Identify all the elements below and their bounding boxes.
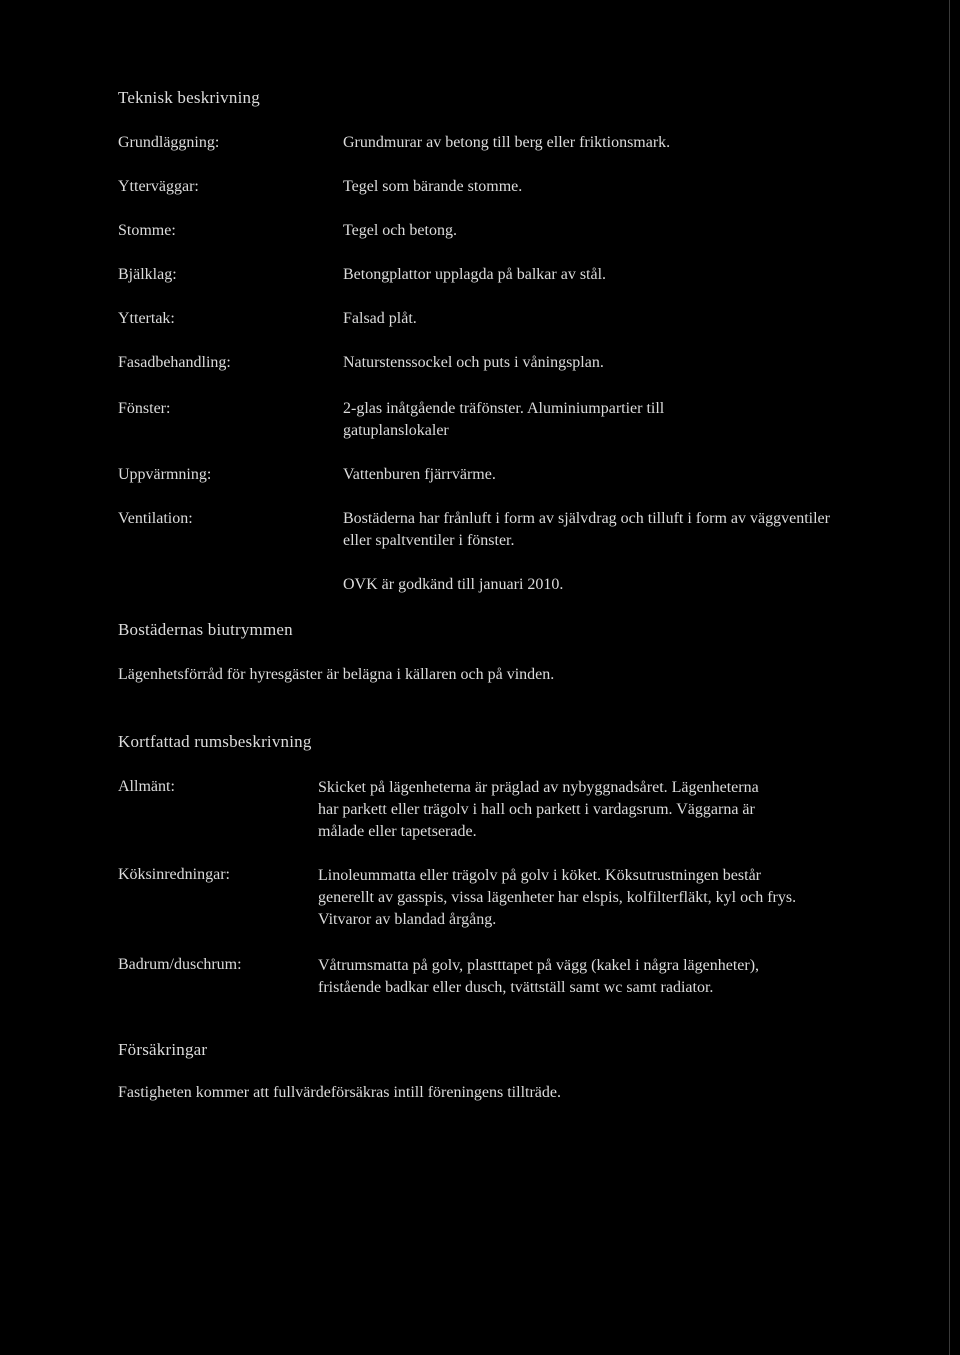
- value-floor-structure: Betongplattor upplagda på balkar av stål.: [343, 266, 607, 283]
- value-roof: Falsad plåt.: [343, 310, 417, 327]
- auxiliary-heading: Bostädernas biutrymmen: [118, 620, 293, 639]
- value-facade: Naturstenssockel och puts i våningsplan.: [343, 354, 604, 371]
- value-foundation: Grundmurar av betong till berg eller friktionsmark.: [343, 134, 671, 151]
- value-frame: Tegel och betong.: [343, 222, 457, 239]
- label-ventilation: Ventilation:: [118, 510, 193, 527]
- insurance-heading: Försäkringar: [118, 1040, 208, 1059]
- label-kitchen: Köksinredningar:: [118, 866, 230, 883]
- label-foundation: Grundläggning:: [118, 134, 220, 151]
- insurance-text: Fastigheten kommer att fullvärdeförsäkras intill föreningens tillträde.: [118, 1084, 561, 1101]
- label-floor-structure: Bjälklag:: [118, 266, 177, 283]
- label-frame: Stomme:: [118, 222, 176, 239]
- label-bathroom: Badrum/duschrum:: [118, 956, 242, 973]
- label-windows: Fönster:: [118, 400, 171, 417]
- value-exterior-walls: Tegel som bärande stomme.: [343, 178, 523, 195]
- value-ventilation: Bostäderna har frånluft i form av självdrag och tilluft i form av väggventiler eller spaltventiler i fönster.: [343, 510, 830, 549]
- label-general: Allmänt:: [118, 778, 175, 795]
- value-windows: 2-glas inåtgående träfönster. Aluminiumpartier till gatuplanslokaler: [343, 400, 665, 439]
- label-roof: Yttertak:: [118, 310, 175, 327]
- value-bathroom: Våtrumsmatta på golv, plastttapet på vägg (kakel i några lägenheter), fristående badkar eller dusch, tvättställ samt wc samt radiator.: [318, 957, 760, 996]
- auxiliary-text: Lägenhetsförråd för hyresgäster är belägna i källaren och på vinden.: [118, 666, 555, 683]
- label-facade: Fasadbehandling:: [118, 354, 231, 371]
- label-exterior-walls: Ytterväggar:: [118, 178, 199, 195]
- value-heating: Vattenburen fjärrvärme.: [343, 466, 496, 483]
- value-kitchen: Linoleummatta eller trägolv på golv i köket. Köksutrustningen består generellt av gasspis, vissa lägenheter har elspis, kolfilterfläkt, kyl och frys. Vitvaror av blandad årgång.: [318, 867, 797, 928]
- label-heating: Uppvärmning:: [118, 466, 212, 483]
- technical-heading: Teknisk beskrivning: [118, 88, 260, 107]
- value-general: Skicket på lägenheterna är präglad av nybyggnadsåret. Lägenheterna har parkett eller trägolv i hall och parkett i vardagsrum. Väggarna är målade eller tapetserade.: [318, 779, 759, 840]
- rooms-heading: Kortfattad rumsbeskrivning: [118, 732, 312, 751]
- page-edge-line: [949, 0, 950, 1355]
- ovk-note: OVK är godkänd till januari 2010.: [343, 576, 564, 593]
